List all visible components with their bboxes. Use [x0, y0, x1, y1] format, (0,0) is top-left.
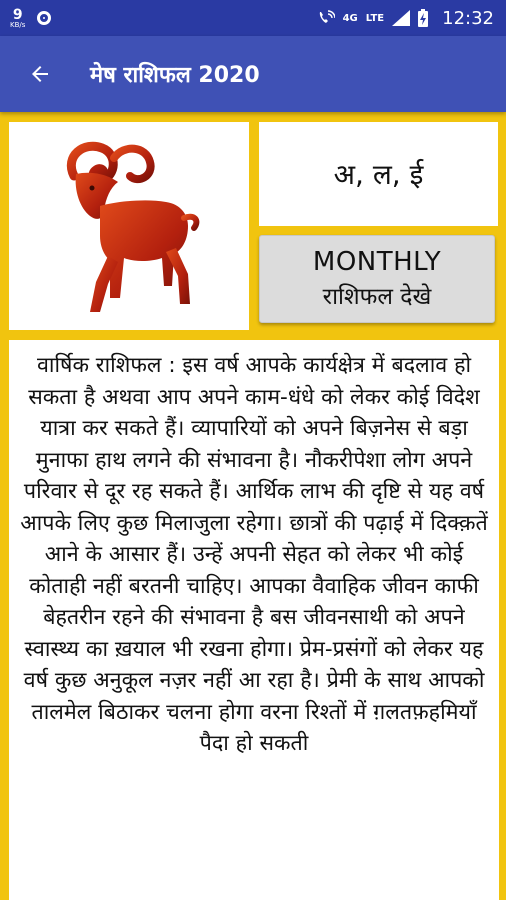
- signal-strength-icon: [392, 10, 410, 26]
- arrow-back-icon: [28, 62, 52, 86]
- network-speed-unit: KB/s: [10, 20, 26, 29]
- notification-ring-icon: [37, 11, 51, 25]
- zodiac-letters: अ, ल, ई: [333, 158, 424, 191]
- battery-charging-icon: [418, 9, 428, 27]
- status-bar: [0, 0, 506, 36]
- page-title: मेष राशिफल 2020: [90, 63, 260, 88]
- aries-ram-icon: [54, 136, 204, 316]
- yearly-horoscope-card[interactable]: [9, 340, 499, 900]
- app-bar: [0, 36, 506, 112]
- monthly-horoscope-button[interactable]: [259, 235, 495, 323]
- monthly-button-line1: MONTHLY: [312, 247, 442, 277]
- zodiac-letters-card: [259, 122, 498, 226]
- back-button[interactable]: [12, 46, 68, 102]
- status-left: [10, 8, 51, 29]
- yearly-horoscope-text: वार्षिक राशिफल : इस वर्ष आपके कार्यक्षेत्र में बदलाव हो सकता है अथवा आप अपने काम-धंधे को लेकर कोई विदेश यात्रा कर सकते हैं। व्यापारियों को अपने बिज़नेस से बड़ा मुनाफा हाथ लगने की संभावना है। नौकरीपेशा लोग अपने परिवार से दूर रह सकते हैं। आर्थिक लाभ की दृष्टि से यह वर्ष आपके लिए कुछ मिलाजुला रहेगा। छात्रों की पढ़ाई में दिक्क़तें आने के आसार हैं। उन्हें अपनी सेहत को लेकर भी कोई कोताही नहीं बरतनी चाहिए। आपका वैवाहिक जीवन काफी बेहतरीन रहने की संभावना है बस जीवनसाथी को अपने स्वास्थ्य का ख़याल भी रखना होगा। प्रेम-प्रसंगों को लेकर यह वर्ष कुछ अनुकूल नज़र नहीं आ रहा है। प्रेमी के साथ आपको तालमेल बिठाकर चलना होगा वरना रिश्तों में ग़लतफ़हमियाँ पैदा हो सकती: [20, 353, 488, 756]
- network-type-label: 4G: [342, 12, 358, 24]
- wifi-calling-icon: [317, 10, 335, 26]
- network-speed: [10, 8, 25, 29]
- network-speed-value: 9: [12, 6, 23, 23]
- zodiac-sign-card: [9, 122, 249, 330]
- monthly-button-line2: राशिफल देखे: [322, 284, 432, 310]
- status-time: 12:32: [442, 7, 494, 29]
- lte-label: LTE: [365, 12, 385, 24]
- status-right: [317, 8, 494, 29]
